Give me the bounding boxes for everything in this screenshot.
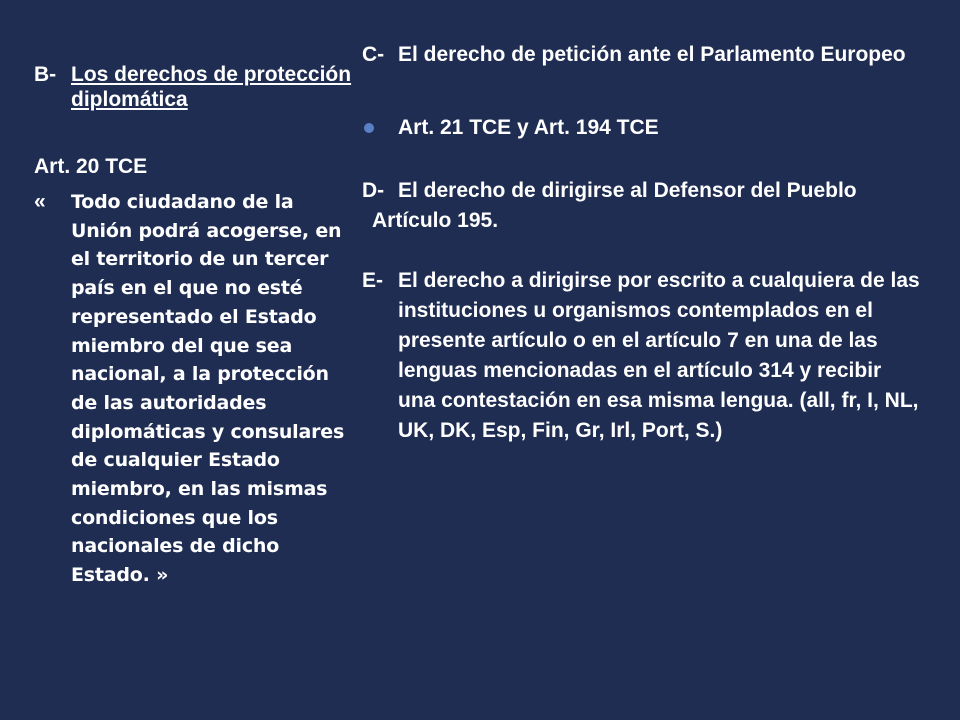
right-column [362, 40, 922, 446]
bullet-dot-icon [364, 123, 374, 133]
section-d [362, 176, 922, 206]
section-b-title: Los derechos de protección diplomática [71, 63, 352, 111]
quote-text: Todo ciudadano de la Unión podrá acogerse, en el territorio de un tercer país en el que no esté representado el Estado miembro del que sea nacional, a la protección de las autoridades diplomáticas y consulares de cualquier Estado miembro, en las mismas condiciones que los nacionales de dicho Estado. » [71, 191, 345, 587]
section-e-marker: E- [362, 269, 383, 292]
quote-open-marker: « [34, 190, 46, 213]
section-d-marker: D- [362, 179, 385, 202]
left-column [34, 62, 354, 590]
section-b-marker: B- [34, 63, 57, 86]
section-b-heading [34, 62, 354, 112]
article-20-reference: Art. 20 TCE [34, 155, 148, 178]
section-c-reference-text: Art. 21 TCE y Art. 194 TCE [398, 116, 659, 139]
section-c-title: El derecho de petición ante el Parlamento Europeo [398, 43, 906, 66]
section-d-title: El derecho de dirigirse al Defensor del Pueblo [398, 179, 857, 202]
section-c-reference [362, 113, 922, 143]
section-c [362, 40, 922, 70]
section-e-text: El derecho a dirigirse por escrito a cualquiera de las instituciones u organismos contemplados en el presente artículo o en el artículo 7 en una de las lenguas mencionadas en el artículo 314 y recibir una contestación en esa misma lengua. (all, fr, I, NL, UK, DK, Esp, Fin, Gr, Irl, Port, S.) [398, 269, 920, 442]
section-d-reference: Artículo 195. [372, 209, 499, 232]
section-e [362, 266, 922, 446]
article-20-quote [34, 188, 354, 590]
section-c-marker: C- [362, 43, 385, 66]
